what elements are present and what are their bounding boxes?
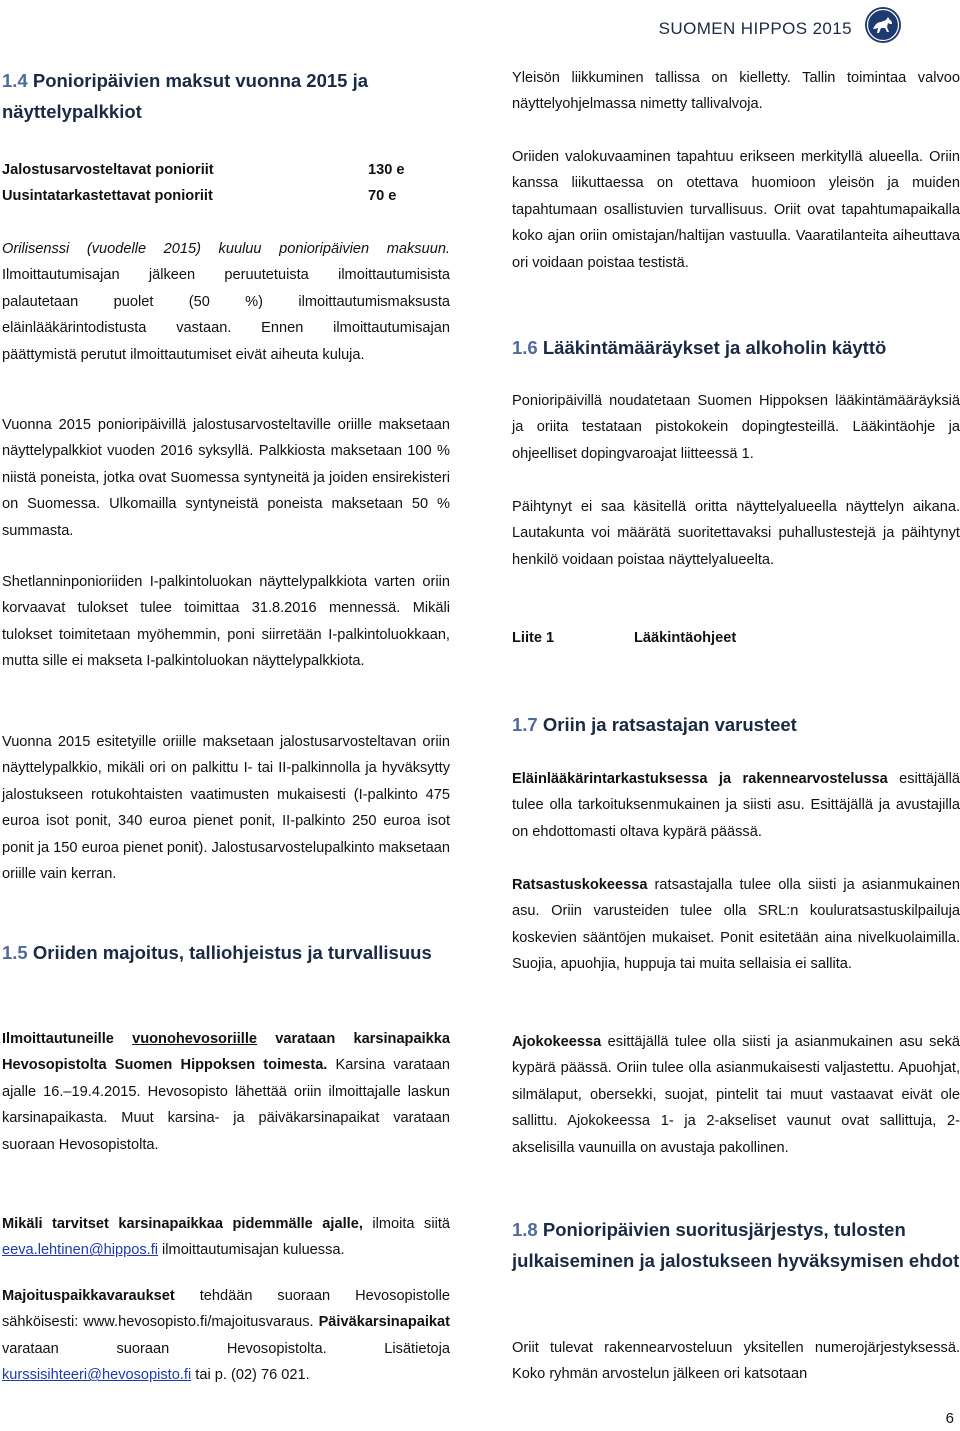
email-link[interactable]: eeva.lehtinen@hippos.fi	[2, 1242, 158, 1259]
paragraph	[512, 1029, 960, 1161]
paragraph: Vuonna 2015 esitetyille oriille maksetaan jalostusarvosteltavan oriin näyttelypalkkio, mikäli ori on palkittu I- tai II-palkinnolla ja hyväksytty jalostukseen rotukohtaisten vaatimusten mukaisesti (I-palkinto 475 euroa isot ponit, 340 euroa pienet ponit, II-palkinto 250 euroa isot ponit ja 150 euroa pienet ponit). Jalostusarvostelupalkinto maksetaan oriille vain kerran.	[2, 734, 450, 883]
paragraph	[2, 236, 450, 368]
paragraph	[512, 766, 960, 845]
paragraph-text: ilmoita siitä	[362, 1216, 451, 1232]
section-1-4-heading	[2, 65, 450, 127]
paragraph-text: ilmoittautumisajan kuluessa.	[158, 1242, 345, 1259]
paragraph-text: esittäjällä tulee olla tarkoituksenmukainen ja siisti asu. Esittäjällä ja avustajilla on ehdottomasti oltava kypärä päässä.	[512, 771, 960, 840]
paragraph: Oriiden valokuvaaminen tapahtuu erikseen merkityllä alueella. Oriin kanssa liikuttaessa on otettava huomioon yleisön ja muiden tapahtumaan osallistuvien turvallisuus. Oriit ovat tapahtumapaikalla koko ajan oriin omistajan/haltijan vastuulla. Vaaratilanteita aiheuttava ori voidaan poistaa testistä.	[512, 149, 960, 271]
email-link[interactable]: kurssisihteeri@hevosopisto.fi	[2, 1367, 192, 1384]
paragraph: Päihtynyt ei saa käsitellä oritta näyttelyalueella näyttelyn aikana. Lautakunta voi määrätä suoritettavaksi puhallustestejä ja päihtynyt henkilö voidaan poistaa näyttelyalueelta.	[512, 499, 960, 568]
attachment-value: Lääkintäohjeet	[634, 630, 737, 646]
paragraph	[2, 1211, 450, 1264]
paragraph: Shetlanninponioriiden I-palkintoluokan näyttelypalkkiota varten oriin korvaavat tulokset tulee toimittaa 31.8.2016 mennessä. Mikäli tulokset toimitetaan myöhemmin, poni siirretään I-palkintoluokkaan, mutta sille ei makseta I-palkintoluokan näyttelypalkkiota.	[2, 574, 450, 670]
section-1-5-heading	[2, 937, 450, 968]
paragraph: Ponioripäivillä noudatetaan Suomen Hippoksen lääkintämääräyksiä ja oriita testataan pistokokein dopingtesteillä. Lääkintäohje ja ohjeelliset dopingvaroajat liitteessä 1.	[512, 393, 960, 462]
fee-row	[2, 157, 450, 183]
italic-text: Orilisenssi (vuodelle 2015) kuuluu ponioripäivien maksuun.	[2, 241, 450, 257]
bold-text: Majoituspaikkavaraukset	[2, 1288, 175, 1304]
bold-text: Päiväkarsinapaikat	[318, 1314, 450, 1331]
bold-text: Ajokokeessa	[512, 1034, 602, 1050]
fee-name: Uusintatarkastettavat ponioriit	[2, 188, 213, 205]
bold-text: Eläinlääkärintarkastuksessa ja rakennearvostelussa	[512, 771, 888, 787]
header-title: SUOMEN HIPPOS 2015	[658, 19, 852, 38]
fee-amount: 130 e	[368, 162, 405, 178]
paragraph: Yleisön liikkuminen tallissa on kielletty. Tallin toimintaa valvoo näyttelyohjelmassa nimetty tallivalvoja.	[512, 70, 960, 113]
left-column	[0, 0, 451, 1431]
paragraph-text: tai p. (02) 76 021.	[191, 1367, 310, 1384]
section-title: Lääkintämääräykset ja alkoholin käyttö	[542, 337, 887, 358]
section-title: Oriiden majoitus, talliohjeistus ja turvallisuus	[32, 942, 432, 963]
bold-text: Ratsastuskokeessa	[512, 877, 648, 893]
bold-text: Ilmoittautuneille	[2, 1031, 133, 1047]
section-number: 1.8	[512, 1219, 543, 1240]
paragraph-text: tehdään suoraan Hevosopistolle sähköisesti: www.hevosopisto.fi/majoitusvaraus.	[2, 1288, 450, 1331]
paragraph-text: varataan suoraan Hevosopistolta. Lisätietoja	[2, 1340, 450, 1357]
section-number: 1.4	[2, 70, 33, 91]
attachment-label: Liite 1	[512, 630, 555, 646]
section-title: Ponioripäivien maksut vuonna 2015 ja näyttelypalkkiot	[2, 70, 369, 122]
paragraph-text: ratsastajalla tulee olla siisti ja asianmukainen asu. Oriin varusteiden tulee olla SRL:n kouluratsastuskilpailuja koskevien sääntöjen mukaiset. Ponit esitetään aina nivelkuolaimilla. Suojia, apuohjia, huppuja tai muita sellaisia ei sallita.	[512, 877, 960, 973]
section-1-8-heading	[512, 1214, 960, 1276]
paragraph-text: esittäjällä tulee olla siisti ja asianmukainen asu sekä kypärä päässä. Oriin tulee olla asianmukaisesti valjastettu. Apuohjat, silmälaput, obersekki, suojat, pintelit tai muut vastaavat eivät ole sallittu. Ajokokeessa 1- ja 2-akseliset vaunut ovat sallittuja, 2-akselisilla vaunuilla on avustaja pakollinen.	[512, 1034, 960, 1156]
section-number: 1.7	[512, 714, 543, 735]
fee-name: Jalostusarvosteltavat ponioriit	[2, 162, 214, 178]
section-title: Ponioripäivien suoritusjärjestys, tulosten julkaiseminen ja jalostukseen hyväksymisen ehdot	[512, 1219, 960, 1271]
section-number: 1.6	[512, 337, 543, 358]
section-number: 1.5	[2, 942, 33, 963]
paragraph	[2, 1283, 450, 1389]
paragraph: Oriit tulevat rakennearvosteluun yksitellen numerojärjestyksessä. Koko ryhmän arvostelun jälkeen ori katsotaan	[512, 1340, 960, 1383]
paragraph-text: Karsina varataan ajalle 16.–19.4.2015. Hevosopisto lähettää oriin ilmoittajalle laskun karsinapaikasta. Muut karsina- ja päiväkarsinapaikat varataan suoraan Hevosopistolta.	[2, 1057, 450, 1153]
fee-row	[2, 183, 450, 209]
fee-table	[2, 157, 450, 210]
bold-underlined-text: vuonohevosoriille	[132, 1031, 257, 1047]
section-1-6-heading	[512, 332, 960, 363]
bold-text: varataan karsinapaikka Hevosopistolta Suomen Hippoksen toimesta.	[2, 1031, 450, 1074]
section-title: Oriin ja ratsastajan varusteet	[542, 714, 797, 735]
bold-text: Mikäli tarvitset karsinapaikkaa pidemmälle ajalle,	[2, 1216, 363, 1232]
paragraph: Vuonna 2015 ponioripäivillä jalostusarvosteltaville oriille maksetaan näyttelypalkkiot vuoden 2016 syksyllä. Palkkiosta maksetaan 100 % niistä poneista, jotka ovat Suomessa syntyneitä ja joiden ensirekisteri on Suomessa. Ulkomailla syntyneistä poneista maksetaan 50 % summasta.	[2, 417, 450, 539]
right-column	[512, 0, 960, 1431]
paragraph	[2, 1026, 450, 1158]
attachment-row	[512, 625, 960, 651]
page-number: 6	[945, 1410, 954, 1427]
section-1-7-heading	[512, 709, 960, 740]
fee-amount: 70 e	[368, 188, 397, 205]
paragraph-text: Ilmoittautumisajan jälkeen peruutetuista ilmoittautumisista palautetaan puolet (50 %) ilmoittautumismaksusta eläinlääkärintodistusta vastaan. Ennen ilmoittautumisajan päättymistä perutut ilmoittautumiset eivät aiheuta kuluja.	[2, 267, 450, 363]
paragraph	[512, 872, 960, 978]
